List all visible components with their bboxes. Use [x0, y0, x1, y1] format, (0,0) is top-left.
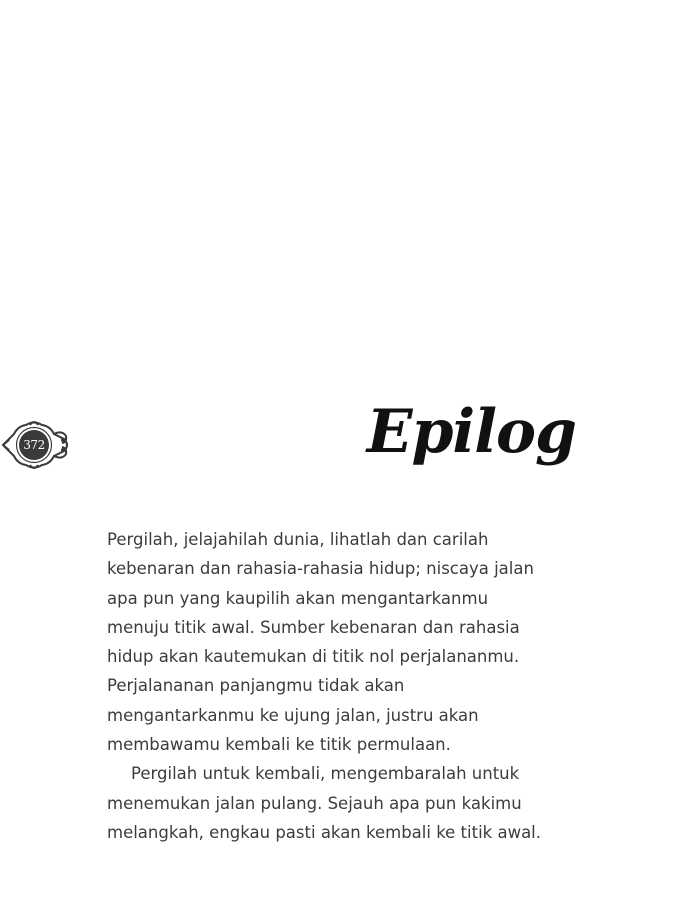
page-number-badge [0, 416, 72, 474]
chapter-title: Epilog [366, 397, 576, 467]
body-text [107, 525, 585, 847]
page-number: 372 [23, 438, 45, 452]
paragraph-2: Pergilah untuk kembali, mengembaralah untuk menemukan jalan pulang. Sejauh apa pun kakimu melangkah, engkau pasti akan kembali ke titik awal. [107, 764, 542, 842]
paragraph-1: Pergilah, jelajahilah dunia, lihatlah dan carilah kebenaran dan rahasia-rahasia hidup; niscaya jalan apa pun yang kaupilih akan mengantarkanmu menuju titik awal. Sumber kebenaran dan rahasia hidup akan kautemukan di titik nol perjalananmu. Perjalananan panjangmu tidak akan mengantarkanmu ke ujung jalan, justru akan membawamu kembali ke titik permulaan. [107, 530, 534, 755]
